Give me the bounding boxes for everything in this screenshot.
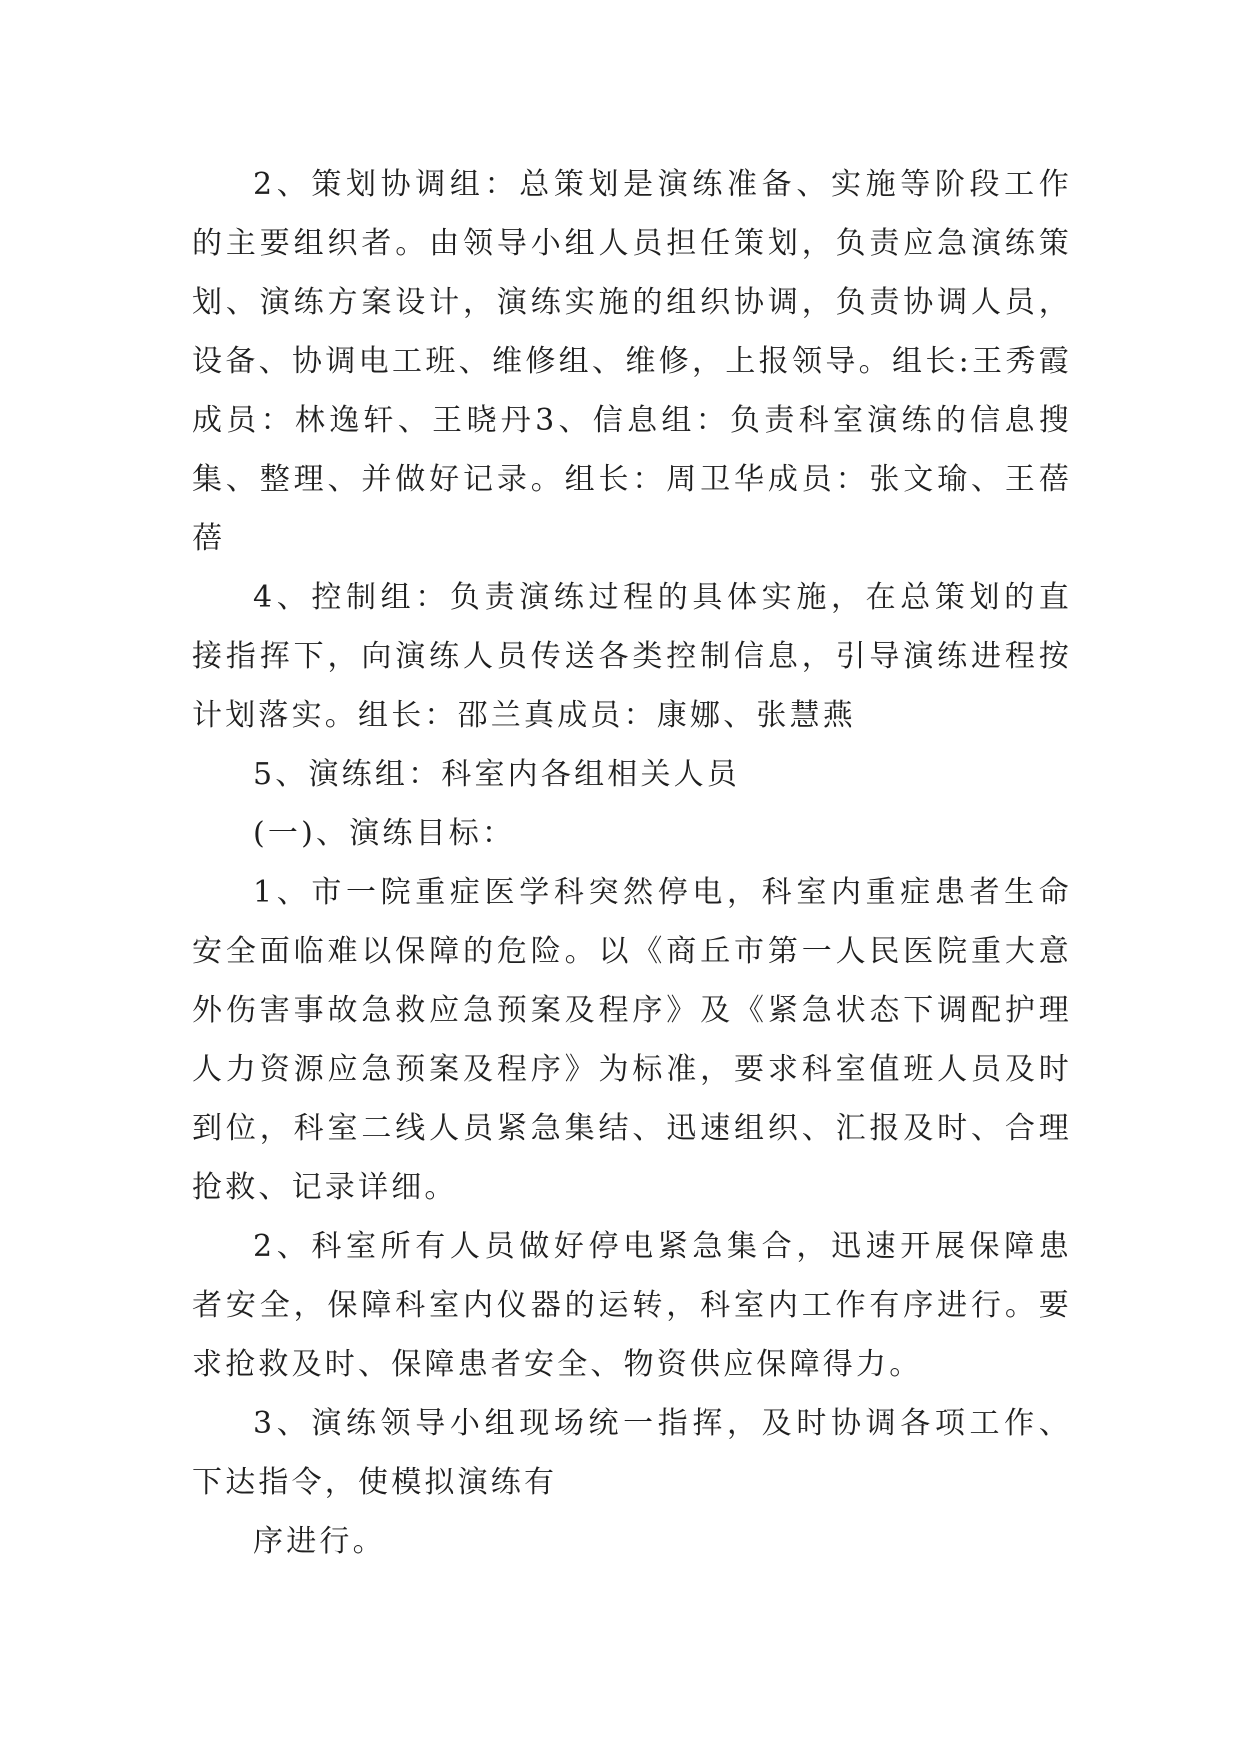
paragraph-planning-group: 2、策划协调组：总策划是演练准备、实施等阶段工作的主要组织者。由领导小组人员担任策划，负责应急演练策划、演练方案设计，演练实施的组织协调，负责协调人员，设备、协调电工班、维修组、维修，上报领导。组长:王秀霞成员：林逸轩、王晓丹3、信息组：负责科室演练的信息搜集、整理、并做好记录。组长：周卫华成员：张文瑜、王蓓蓓 (192, 167, 1072, 556)
paragraph-goal-1: 1、市一院重症医学科突然停电，科室内重症患者生命安全面临难以保障的危险。以《商丘市第一人民医院重大意外伤害事故急救应急预案及程序》及《紧急状态下调配护理人力资源应急预案及程序》为标准，要求科室值班人员及时到位，科室二线人员紧急集结、迅速组织、汇报及时、合理抢救、记录详细。 (192, 875, 1072, 1205)
section-heading-drill-goals: (一)、演练目标： (253, 816, 516, 851)
paragraph-drill-group: 5、演练组：科室内各组相关人员 (253, 757, 741, 792)
paragraph-goal-3: 3、演练领导小组现场统一指挥，及时协调各项工作、下达指令，使模拟演练有 (192, 1406, 1072, 1500)
document-body (192, 155, 1072, 1571)
paragraph-control-group: 4、控制组：负责演练过程的具体实施，在总策划的直接指挥下，向演练人员传送各类控制信息，引导演练进程按计划落实。组长：邵兰真成员：康娜、张慧燕 (192, 580, 1072, 733)
paragraph-goal-2: 2、科室所有人员做好停电紧急集合，迅速开展保障患者安全，保障科室内仪器的运转，科室内工作有序进行。要求抢救及时、保障患者安全、物资供应保障得力。 (192, 1229, 1072, 1382)
paragraph-goal-3-continued: 序进行。 (253, 1524, 386, 1559)
